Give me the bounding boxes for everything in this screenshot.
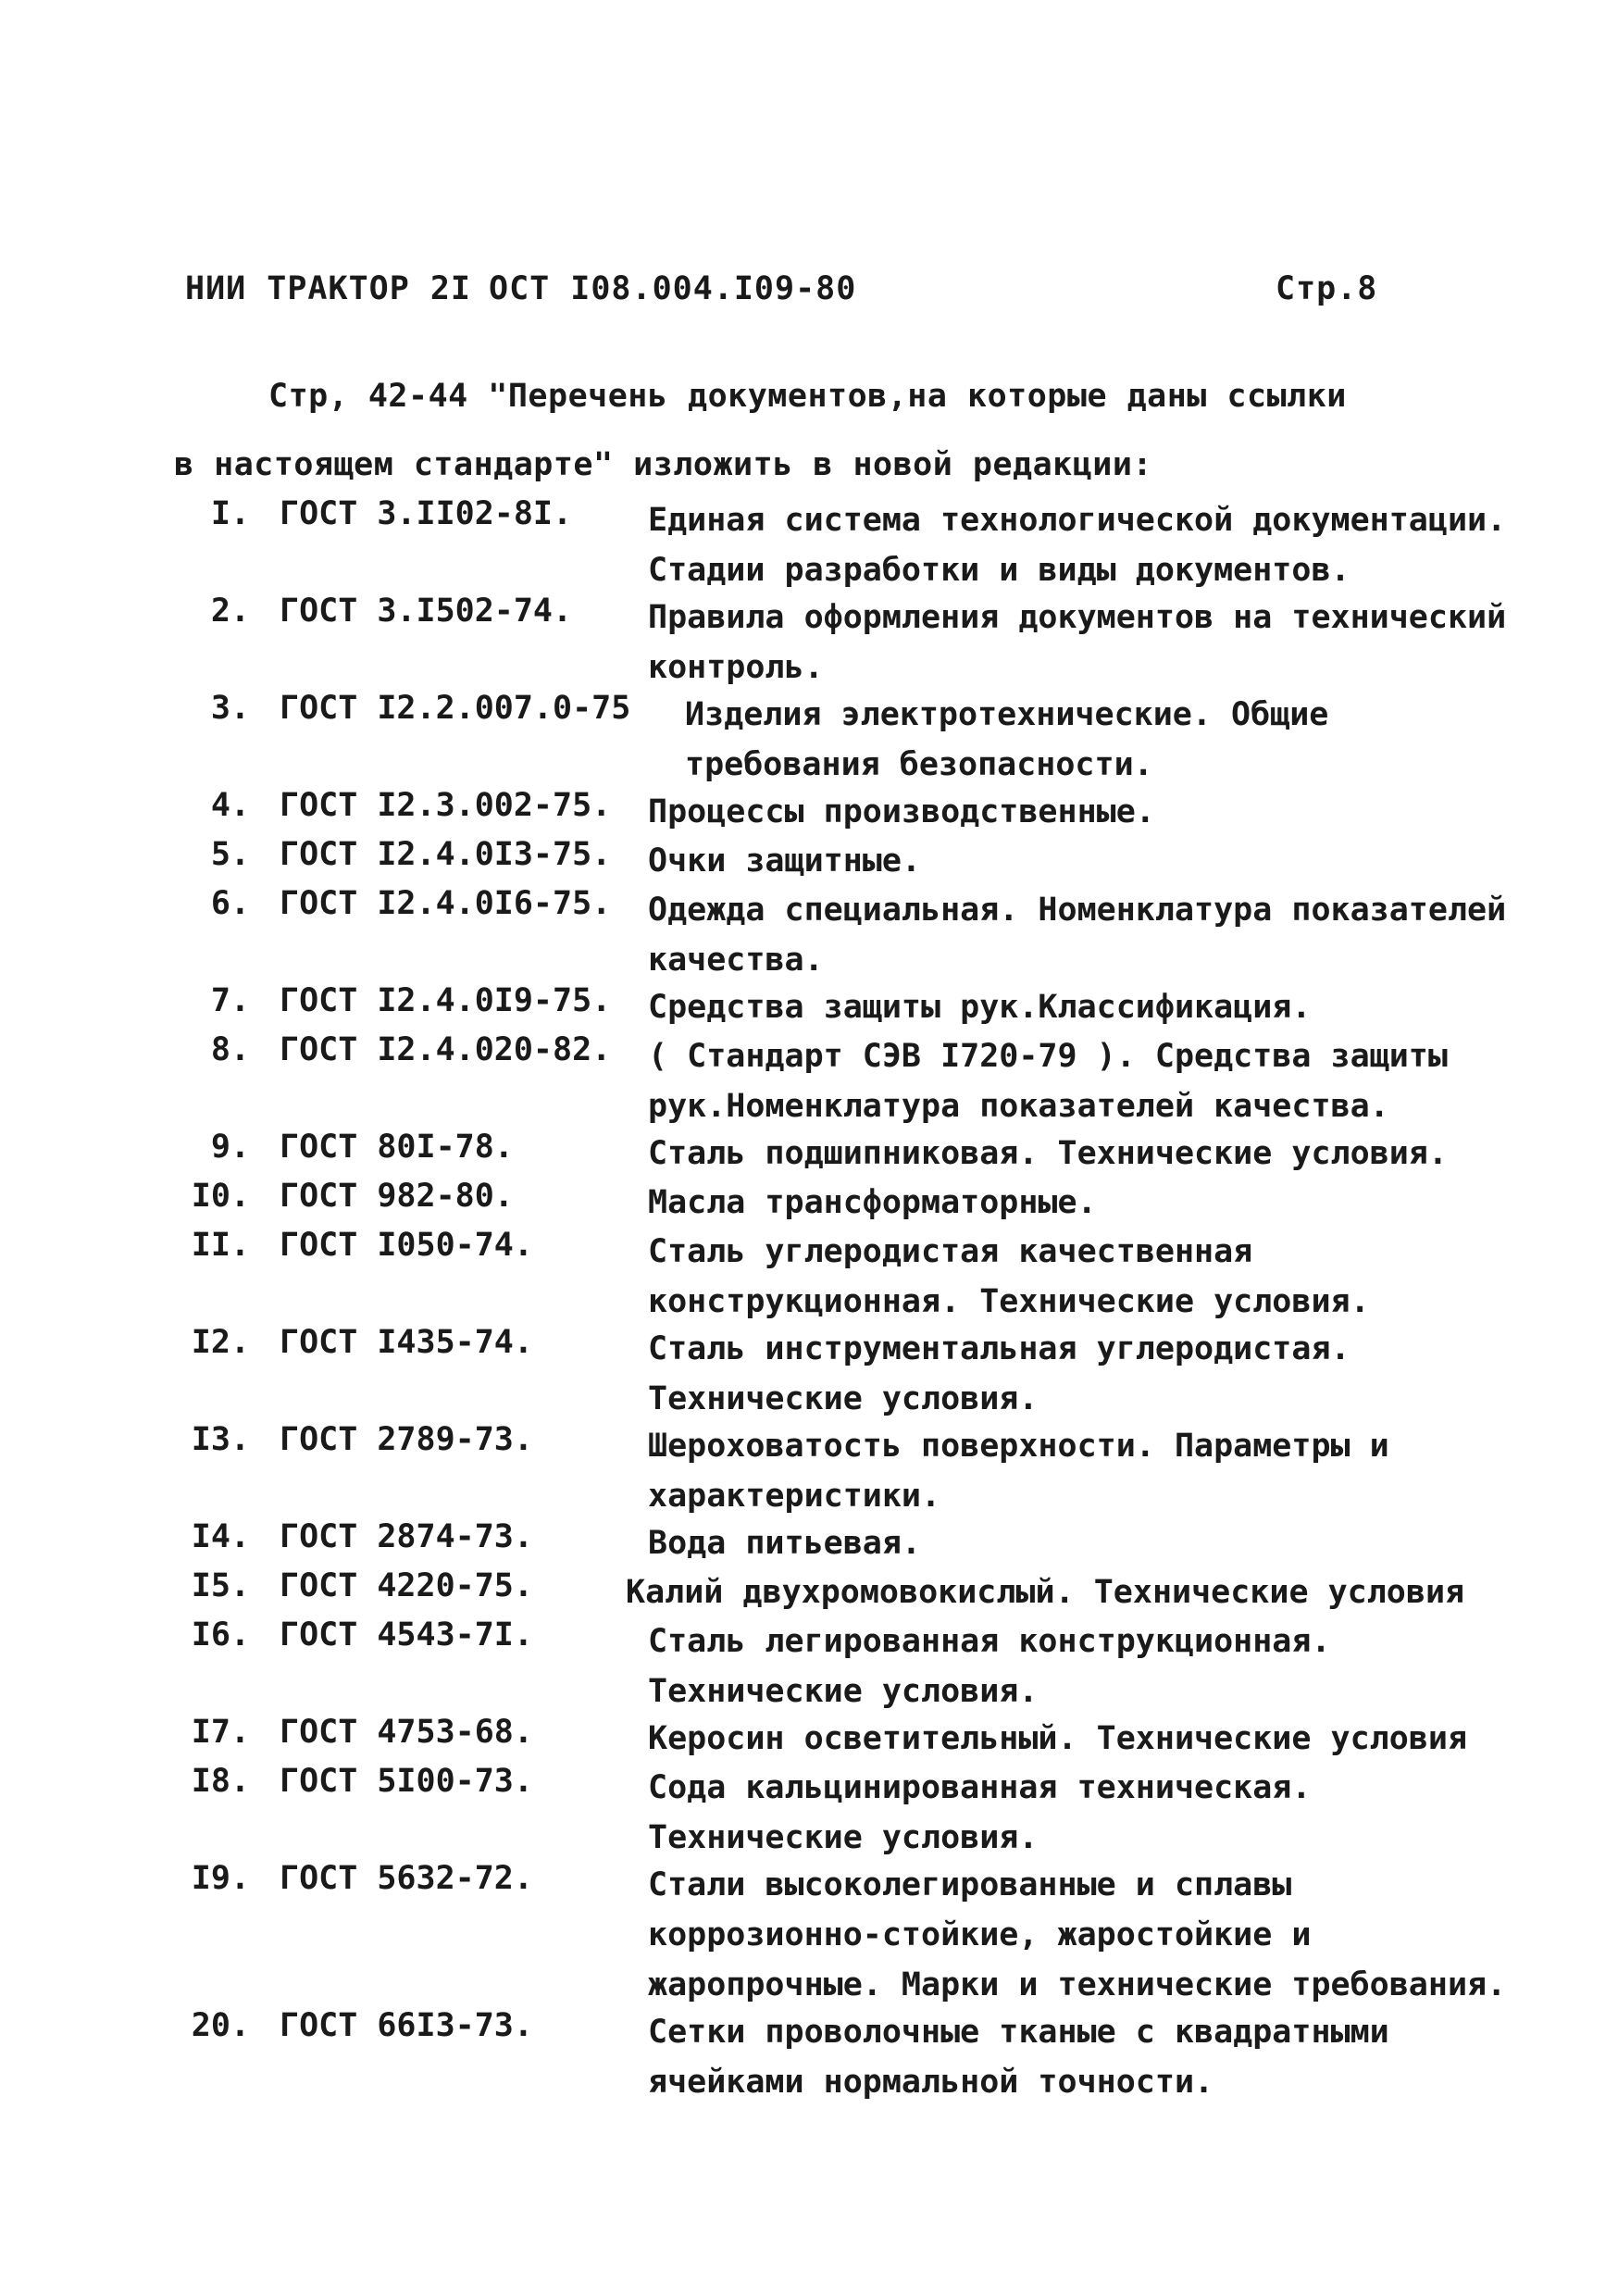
item-standard: ГОСТ 3.II02-8I. <box>280 495 573 532</box>
item-title: Процессы производственные. <box>648 793 1155 830</box>
item-standard: ГОСТ I2.4.0I6-75. <box>280 885 612 922</box>
item-title: Изделия электротехнические. Общие требования безопасности. <box>685 696 1329 783</box>
item-number: 3. <box>210 690 250 727</box>
intro-line-1: Стр, 42-44 "Перечень документов,на которые даны ссылки <box>268 378 1347 415</box>
item-standard: ГОСТ 4753-68. <box>280 1714 533 1751</box>
item-title: Одежда специальная. Номенклатура показателей качества. <box>648 892 1507 979</box>
item-title: Сталь инструментальная углеродистая. Технические условия. <box>648 1330 1350 1417</box>
header-organization: НИИ ТРАКТОР 2I <box>185 270 472 307</box>
item-number: 2. <box>210 593 250 630</box>
item-number: 4. <box>210 787 250 824</box>
item-number: I0. <box>191 1178 250 1215</box>
item-title: Вода питьевая. <box>648 1525 922 1562</box>
item-standard: ГОСТ 80I-78. <box>280 1129 514 1166</box>
item-number: 7. <box>210 982 250 1019</box>
item-standard: ГОСТ I2.4.020-82. <box>280 1031 612 1068</box>
item-title: Очки защитные. <box>648 842 922 880</box>
intro-line-2: в настоящем стандарте" изложить в новой редакции: <box>174 446 1153 483</box>
item-standard: ГОСТ 4220-75. <box>280 1567 533 1604</box>
item-title: Стали высоколегированные и сплавы коррозионно-стойкие, жаростойкие и жаропрочные. Марки и технические требования. <box>648 1866 1507 2003</box>
item-title: Керосин осветительный. Технические условия <box>648 1720 1468 1757</box>
item-standard: ГОСТ 5632-72. <box>280 1860 533 1897</box>
item-number: I9. <box>191 1860 250 1897</box>
item-title: Масла трансформаторные. <box>648 1184 1097 1221</box>
item-number: 8. <box>210 1031 250 1068</box>
item-title: Сетки проволочные тканые с квадратными ячейками нормальной точности. <box>648 2014 1389 2101</box>
header-page-number: Стр.8 <box>1276 270 1378 307</box>
item-number: I6. <box>191 1616 250 1653</box>
item-standard: ГОСТ 5I00-73. <box>280 1763 533 1800</box>
item-title: Шероховатость поверхности. Параметры и характеристики. <box>648 1428 1389 1515</box>
item-number: I4. <box>191 1518 250 1555</box>
item-number: 20. <box>191 2007 250 2044</box>
item-number: I7. <box>191 1714 250 1751</box>
item-title: Сталь углеродистая качественная конструкционная. Технические условия. <box>648 1233 1370 1320</box>
item-number: I5. <box>191 1567 250 1604</box>
item-standard: ГОСТ I050-74. <box>280 1227 533 1264</box>
item-title: ( Стандарт СЭВ I720-79 ). Средства защиты рук.Номенклатура показателей качества. <box>648 1038 1448 1125</box>
item-number: 9. <box>210 1129 250 1166</box>
item-standard: ГОСТ I2.4.0I3-75. <box>280 836 612 873</box>
item-title: Сталь подшипниковая. Технические условия. <box>648 1135 1448 1172</box>
item-number: 5. <box>210 836 250 873</box>
item-title: Правила оформления документов на технический контроль. <box>648 599 1507 686</box>
item-standard: ГОСТ I435-74. <box>280 1324 533 1361</box>
item-title: Сода кальцинированная техническая. Технические условия. <box>648 1769 1312 1856</box>
item-number: I8. <box>191 1763 250 1800</box>
item-title: Средства защиты рук.Классификация. <box>648 989 1312 1026</box>
item-title: Калий двухромовокислый. Технические условия <box>626 1574 1465 1611</box>
item-number: I3. <box>191 1421 250 1458</box>
item-standard: ГОСТ 4543-7I. <box>280 1616 533 1653</box>
item-title: Единая система технологической документации. Стадии разработки и виды документов. <box>648 502 1507 589</box>
header-standard-code: ОСТ I08.004.I09-80 <box>489 270 857 307</box>
item-standard: ГОСТ I2.3.002-75. <box>280 787 612 824</box>
item-number: I. <box>210 495 250 532</box>
item-number: I2. <box>191 1324 250 1361</box>
item-standard: ГОСТ 3.I502-74. <box>280 593 573 630</box>
item-standard: ГОСТ I2.4.0I9-75. <box>280 982 612 1019</box>
item-standard: ГОСТ 2874-73. <box>280 1518 533 1555</box>
item-number: II. <box>191 1227 250 1264</box>
item-standard: ГОСТ 982-80. <box>280 1178 514 1215</box>
item-number: 6. <box>210 885 250 922</box>
item-standard: ГОСТ I2.2.007.0-75 <box>280 690 631 727</box>
item-standard: ГОСТ 2789-73. <box>280 1421 533 1458</box>
item-title: Сталь легированная конструкционная. Технические условия. <box>648 1623 1331 1710</box>
item-standard: ГОСТ 66I3-73. <box>280 2007 533 2044</box>
